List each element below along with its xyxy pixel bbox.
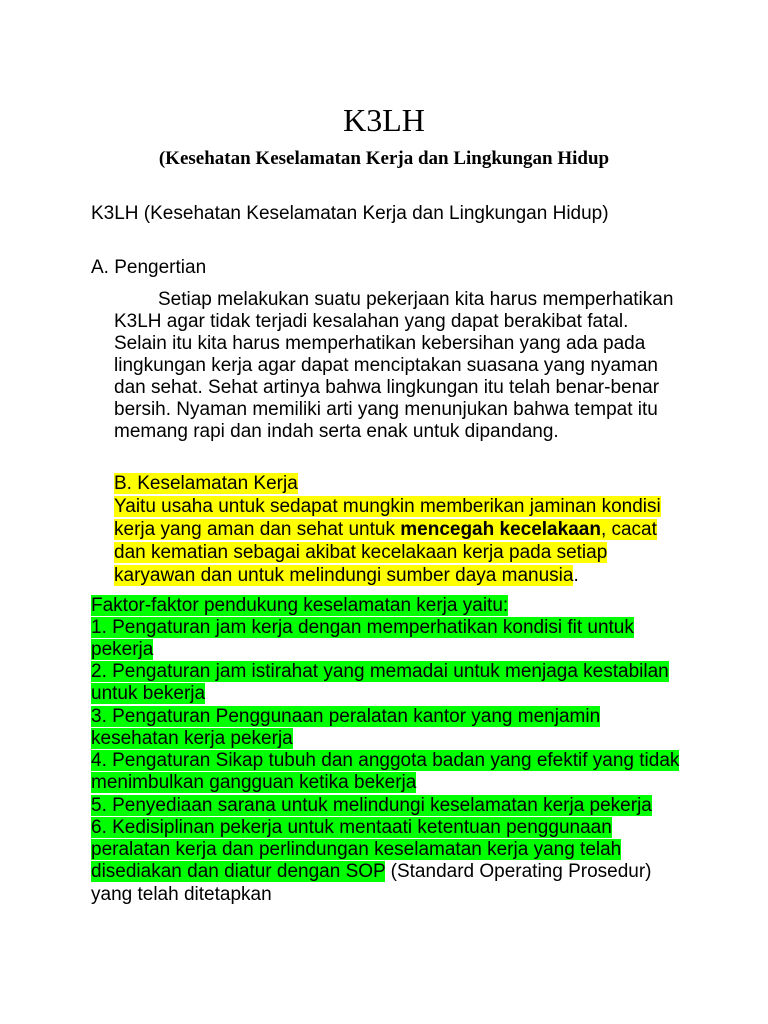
paragraph-line: K3LH agar tidak terjadi kesalahan yang dapat berakibat fatal. xyxy=(114,311,629,332)
intro-line: K3LH (Kesehatan Keselamatan Kerja dan Lingkungan Hidup) xyxy=(91,203,609,224)
factor-line xyxy=(91,682,205,705)
factor-text: untuk bekerja xyxy=(91,683,206,704)
paragraph-line: Selain itu kita harus memperhatikan kebersihan yang ada pada xyxy=(114,333,646,354)
factors-heading: Faktor-faktor pendukung keselamatan kerja yaitu: xyxy=(91,595,509,616)
factor-text: 5. Penyediaan sarana untuk melindungi keselamatan kerja pekerja xyxy=(91,795,652,816)
factor-text: 3. Pengaturan Penggunaan peralatan kantor yang menjamin xyxy=(91,706,601,727)
factor-text: disediakan dan diatur dengan SOP xyxy=(91,861,386,882)
section-b-line xyxy=(114,541,607,564)
factor-text: menimbulkan gangguan ketika bekerja xyxy=(91,772,417,793)
factor-text: kesehatan kerja pekerja xyxy=(91,728,293,749)
factor-line xyxy=(91,838,621,861)
section-b-text: kerja yang aman dan sehat untuk xyxy=(114,519,401,540)
factor-text: pekerja xyxy=(91,639,154,660)
paragraph-line: Setiap melakukan suatu pekerjaan kita harus memperhatikan xyxy=(158,289,674,310)
factor-line xyxy=(91,794,652,817)
paragraph-line: lingkungan kerja agar dapat menciptakan suasana yang nyaman xyxy=(114,355,658,376)
factor-line xyxy=(91,638,153,661)
section-a-heading: A. Pengertian xyxy=(91,257,207,278)
factor-text-plain: (Standard Operating Prosedur) xyxy=(385,861,652,882)
section-b-heading-line xyxy=(114,472,298,495)
factor-line xyxy=(91,660,669,683)
factor-text: 4. Pengaturan Sikap tubuh dan anggota badan yang efektif yang tidak xyxy=(91,750,680,771)
factor-text: 6. Kedisiplinan pekerja untuk mentaati ketentuan penggunaan xyxy=(91,817,612,838)
page-title: K3LH xyxy=(343,102,425,138)
page-subtitle: (Kesehatan Keselamatan Kerja dan Lingkungan Hidup xyxy=(158,148,610,169)
section-b-text: karyawan dan untuk melindungi sumber daya manusia xyxy=(114,565,574,586)
factor-line xyxy=(91,705,600,728)
factor-line xyxy=(91,771,416,794)
factor-final-line xyxy=(91,883,272,906)
section-b-heading: B. Keselamatan Kerja xyxy=(114,473,298,494)
section-b-line xyxy=(114,564,579,587)
factor-text: 2. Pengaturan jam istirahat yang memadai untuk menjaga kestabilan xyxy=(91,661,669,682)
factors-heading-line xyxy=(91,594,508,617)
factor-line xyxy=(91,749,679,772)
factor-text-plain: yang telah ditetapkan xyxy=(91,884,272,905)
factor-line xyxy=(91,860,652,883)
section-b-text: Yaitu usaha untuk sedapat mungkin memberikan jaminan kondisi xyxy=(114,496,661,517)
section-b-text: , cacat xyxy=(600,519,657,540)
paragraph-line: memang rapi dan indah serta enak untuk dipandang. xyxy=(114,421,559,442)
section-b-text: dan kematian sebagai akibat kecelakaan kerja pada setiap xyxy=(114,542,608,563)
section-b-line xyxy=(114,518,657,541)
section-b-emphasis: mencegah kecelakaan xyxy=(400,519,601,540)
section-b-period: . xyxy=(573,565,579,586)
factor-text: 1. Pengaturan jam kerja dengan memperhatikan kondisi fit untuk xyxy=(91,617,634,638)
factor-line xyxy=(91,616,634,639)
factor-text: peralatan kerja dan perlindungan keselamatan kerja yang telah xyxy=(91,839,622,860)
section-b-line xyxy=(114,495,661,518)
factor-line xyxy=(91,727,293,750)
paragraph-line: bersih. Nyaman memiliki arti yang menunjukan bahwa tempat itu xyxy=(114,399,658,420)
paragraph-line: dan sehat. Sehat artinya bahwa lingkungan itu telah benar-benar xyxy=(114,377,660,398)
factor-line xyxy=(91,816,612,839)
